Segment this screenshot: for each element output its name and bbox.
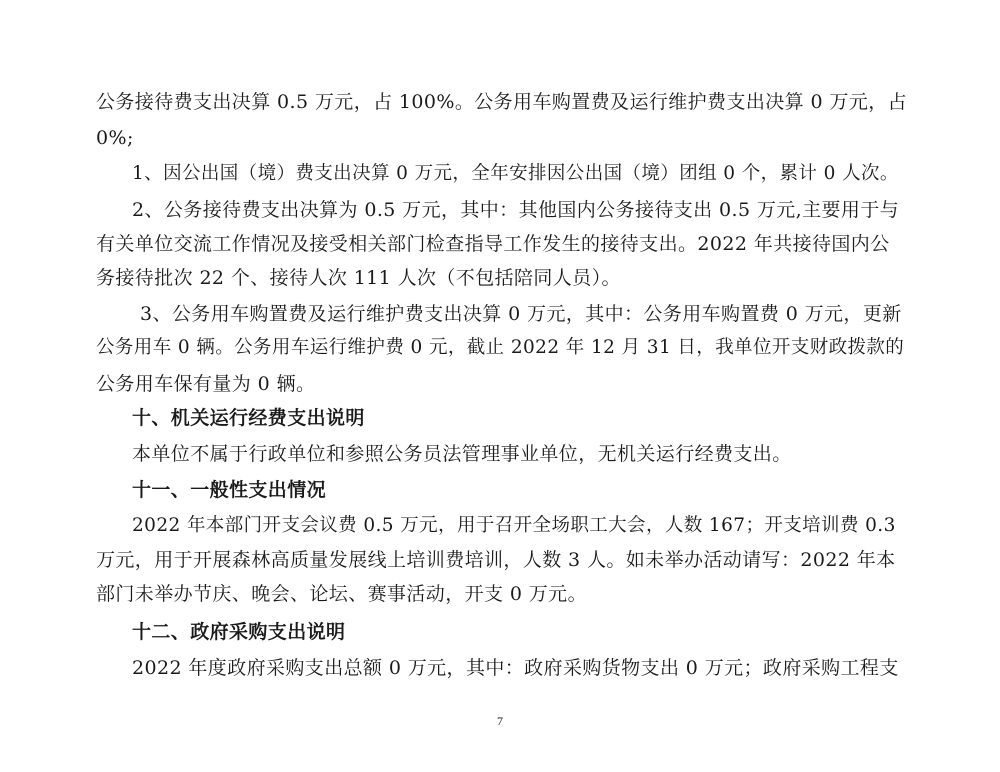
paragraph-line: 部门未举办节庆、晚会、论坛、赛事活动，开支 0 万元。 (96, 583, 587, 605)
section-heading-12: 十二、政府采购支出说明 (132, 621, 346, 643)
paragraph-line: 2022 年度政府采购支出总额 0 万元，其中：政府采购货物支出 0 万元；政府采购工程支 (132, 657, 899, 679)
paragraph-line: 万元，用于开展森林高质量发展线上培训费培训，人数 3 人。如未举办活动请写：2022 年本 (96, 549, 896, 571)
section-heading-10: 十、机关运行经费支出说明 (132, 407, 365, 429)
paragraph-line: 公务用车保有量为 0 辆。 (96, 373, 316, 395)
list-item-3: 3、公务用车购置费及运行维护费支出决算 0 万元，其中：公务用车购置费 0 万元，更新 (140, 303, 902, 325)
section-heading-11: 十一、一般性支出情况 (132, 479, 327, 501)
paragraph-line: 2022 年本部门开支会议费 0.5 万元，用于召开全场职工大会，人数 167；开支培训费 0.3 (132, 515, 896, 536)
list-item-2: 2、公务接待费支出决算为 0.5 万元，其中：其他国内公务接待支出 0.5 万元,主要用于与 (132, 199, 900, 221)
list-item-1: 1、因公出国（境）费支出决算 0 万元，全年安排因公出国（境）团组 0 个，累计 0 人次。 (132, 163, 899, 184)
paragraph-line: 有关单位交流工作情况及接受相关部门检查指导工作发生的接待支出。2022 年共接待国内公 (96, 233, 890, 255)
paragraph-line: 0%; (96, 127, 134, 149)
page-number: 7 (497, 714, 503, 728)
paragraph-line: 公务接待费支出决算 0.5 万元，占 100%。公务用车购置费及运行维护费支出决算 0 万元，占 (96, 91, 908, 113)
paragraph-line: 本单位不属于行政单位和参照公务员法管理事业单位，无机关运行经费支出。 (132, 443, 792, 465)
paragraph-line: 公务用车 0 辆。公务用车运行维护费 0 元，截止 2022 年 12 月 31 日，我单位开支财政拨款的 (96, 337, 905, 358)
paragraph-line: 务接待批次 22 个、接待人次 111 人次（不包括陪同人员）。 (96, 267, 621, 289)
